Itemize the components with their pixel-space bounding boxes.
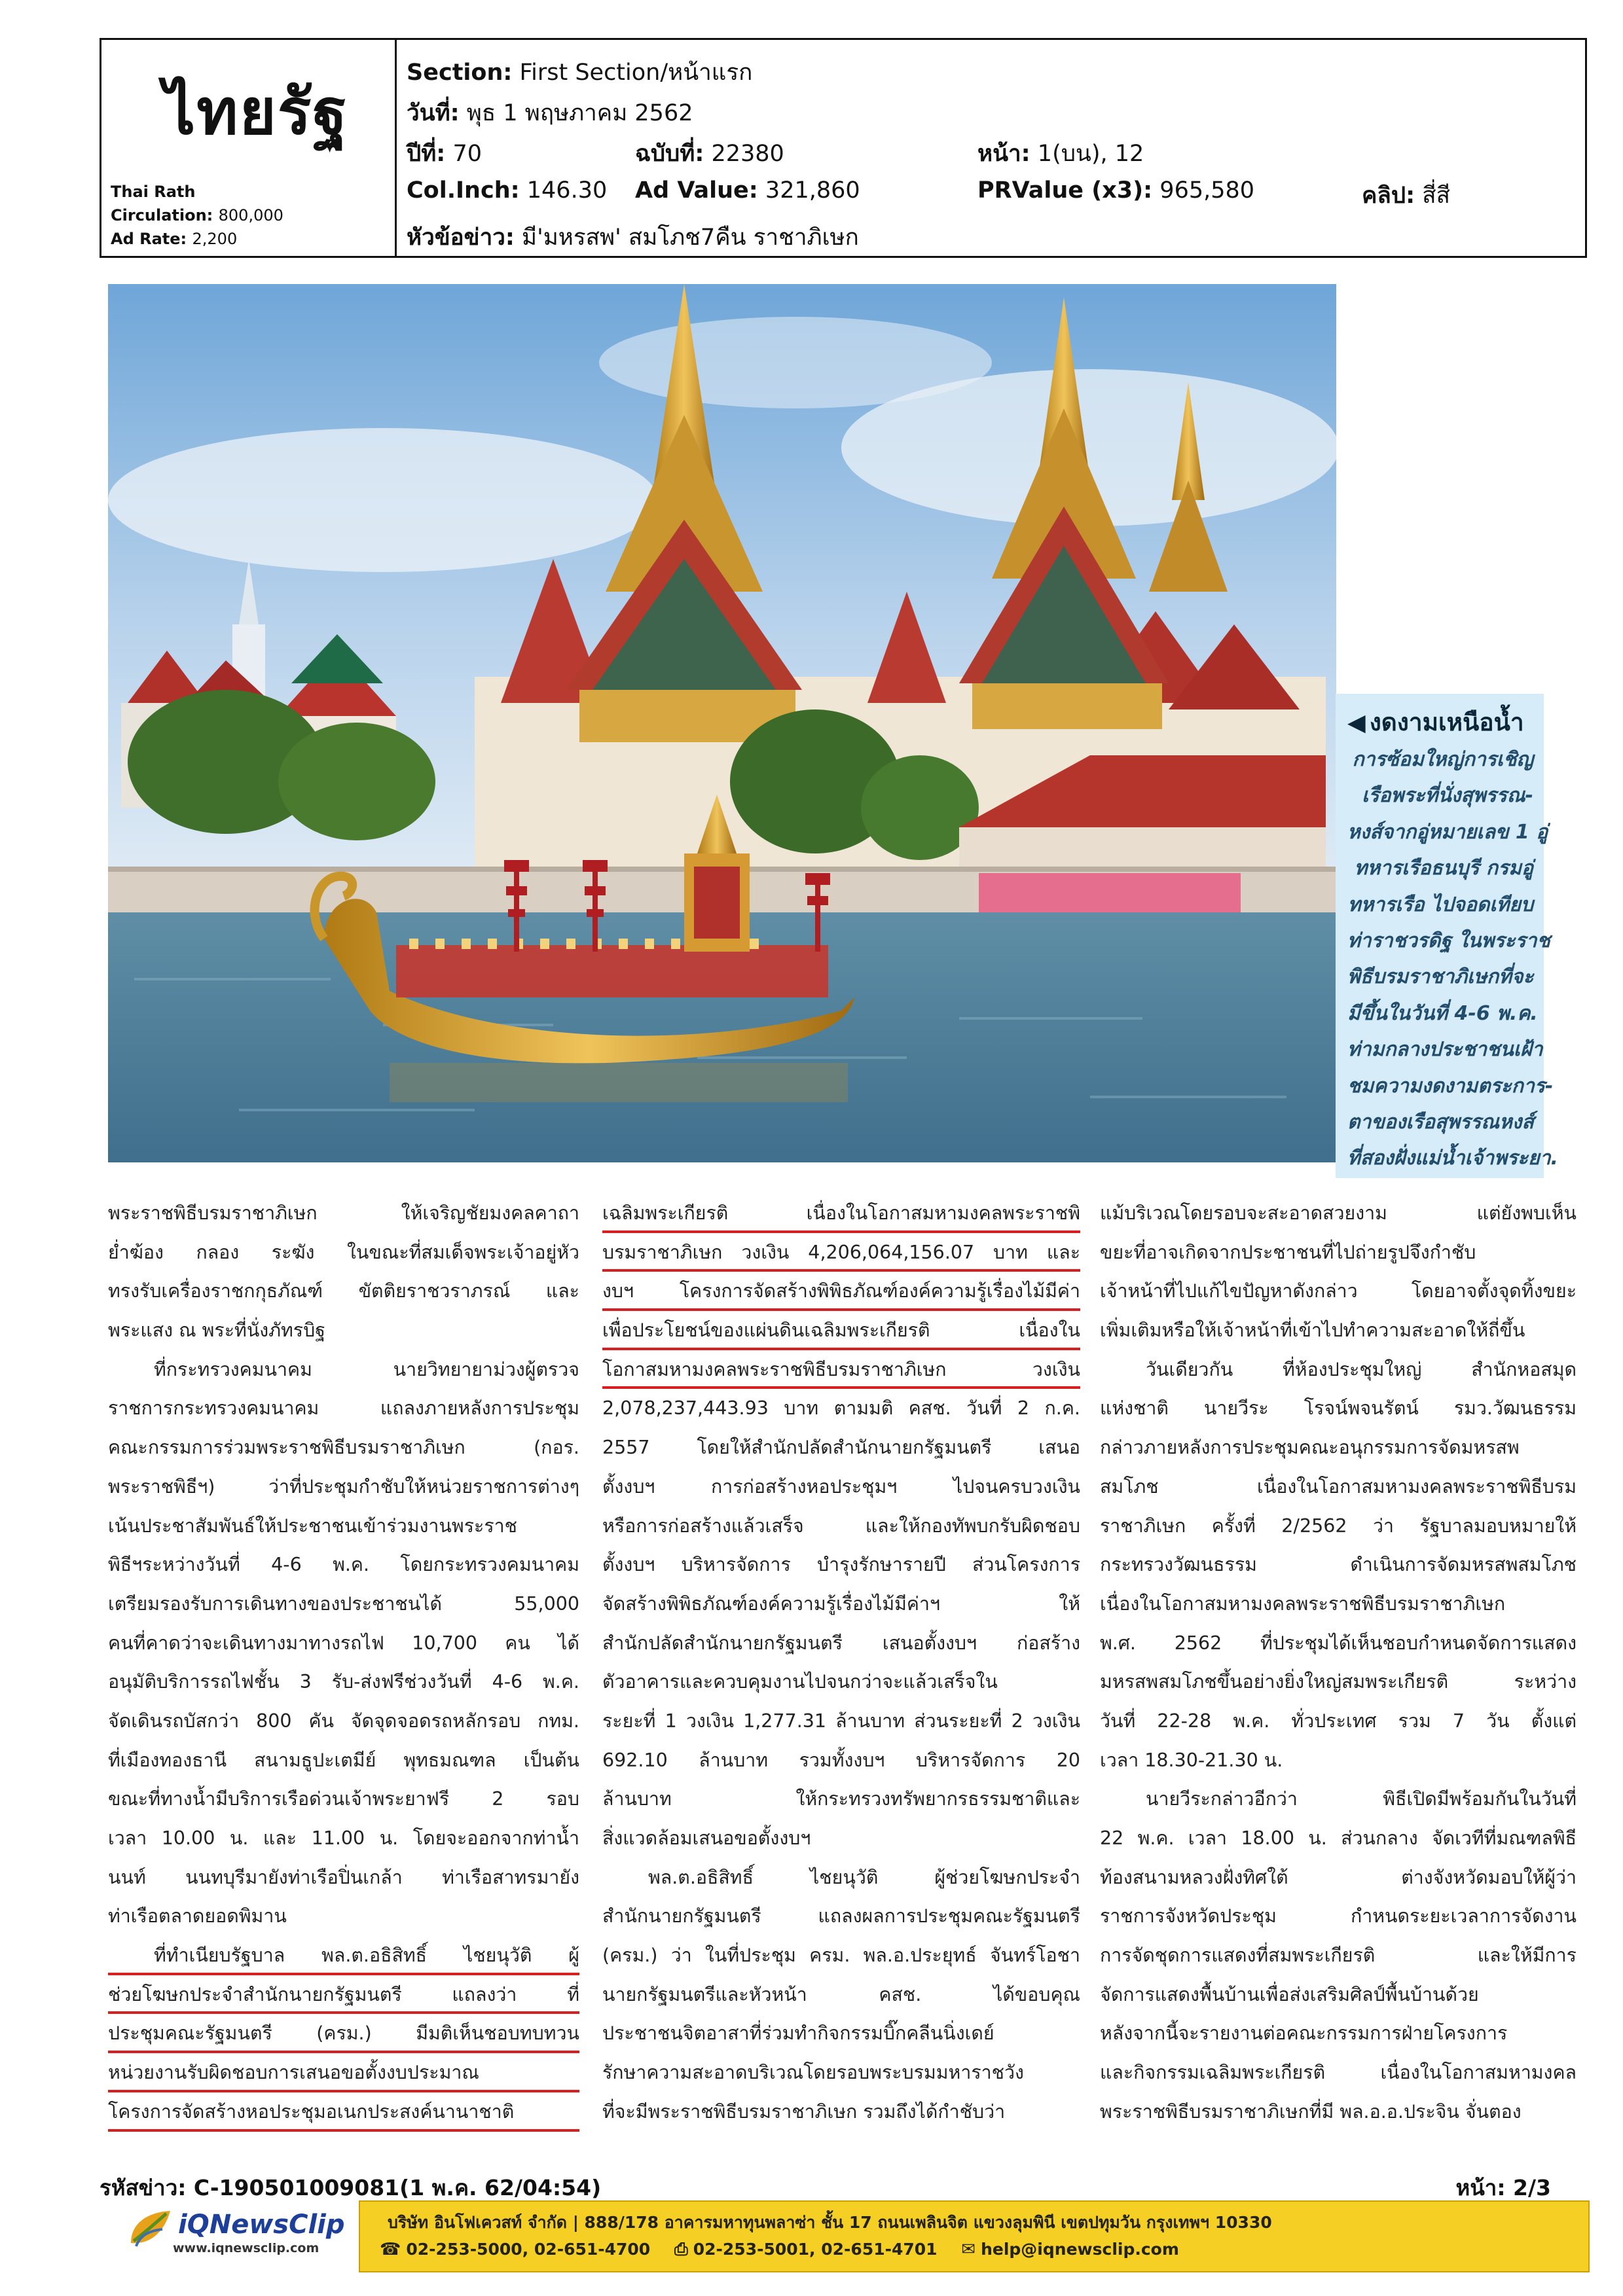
article-line: สิ่งแวดล้อมเสนอขอตั้งงบฯ (602, 1827, 811, 1849)
article-line: ที่กระทรวงคมนาคม นายวิทยายาม่วงผู้ตรวจ (154, 1358, 579, 1380)
article-line: เน้นประชาสัมพันธ์ให้ประชาชนเข้าร่วมงานพระราช (108, 1515, 517, 1537)
article-line: ที่เมืองทองธานี สนามธูปะเตมีย์ พุทธมณฑล เป็นต้น (108, 1749, 579, 1771)
brand-name: iQNewsClip (178, 2210, 345, 2240)
caption-line: ที่สองฝั่งแม่น้ำเจ้าพระยา. (1347, 1147, 1558, 1170)
fax-icon: ⎙ (674, 2240, 688, 2259)
article-column-2 (602, 1194, 1080, 2132)
date-field: วันที่: พุธ 1 พฤษภาคม 2562 (407, 100, 693, 126)
article-line: ราชการจังหวัดประชุม กำหนดระยะเวลาการจัดงาน (1100, 1905, 1577, 1928)
caption-line: มีขึ้นในวันที่ 4-6 พ.ค. (1347, 1001, 1538, 1025)
newspaper-logo: ไทยรัฐ (164, 75, 349, 149)
article-line: เตรียมรองรับการเดินทางของประชาชนได้ 55,000 (108, 1592, 579, 1615)
clip-header (100, 38, 1587, 258)
article-line: 692.10 ล้านบาท รวมทั้งงบฯ บริหารจัดการ 20 (602, 1749, 1080, 1771)
article-line: ที่จะมีพระราชพิธีบรมราชาภิเษก รวมถึงได้กำชับว่า (602, 2100, 1006, 2123)
headline-field: หัวข้อข่าว: มี'มหรสพ' สมโภช7คืน ราชาภิเษก (407, 224, 859, 251)
article-line: งบฯ โครงการจัดสร้างพิพิธภัณฑ์องค์ความรู้เรื่องไม้มีค่า (602, 1272, 1080, 1311)
article-line: ประชาชนจิตอาสาที่ร่วมทำกิจกรรมบิ๊กคลีนนิ่งเดย์ (602, 2022, 994, 2045)
article-line: คนที่คาดว่าจะเดินทางมาทางรถไฟ 10,700 คน ได้ (108, 1632, 579, 1654)
contact-info (380, 2240, 1179, 2260)
caption-arrow-icon: ◀ (1347, 709, 1366, 736)
article-line: โครงการจัดสร้างหอประชุมอเนกประสงค์นานาชาติ (108, 2092, 579, 2132)
article-line: จัดการแสดงพื้นบ้านเพื่อส่งเสริมศิลป์พื้นบ้านด้วย (1100, 1983, 1479, 2005)
contact-bar (359, 2200, 1590, 2272)
article-line: หรือการก่อสร้างแล้วเสร็จ และให้กองทัพบกรับผิดชอบ (602, 1515, 1080, 1537)
article-line: สมโภช เนื่องในโอกาสมหามงคลพระราชพิธีบรม (1100, 1475, 1577, 1498)
circulation: Circulation: 800,000 (111, 206, 283, 224)
article-line: ตั้งงบฯ บริหารจัดการ บำรุงรักษารายปี ส่วนโครงการ (602, 1554, 1080, 1576)
article-line: พระราชพิธีบรมราชาภิเษก ให้เจริญชัยมงคลคาถา (108, 1202, 579, 1224)
article-line: จัดสร้างพิพิธภัณฑ์องค์ความรู้เรื่องไม้มีค่าฯ ให้ (602, 1592, 1080, 1615)
article-line: อนุมัติบริการรถไฟชั้น 3 รับ-ส่งฟรีช่วงวันที่ 4-6 พ.ค. (108, 1671, 579, 1693)
article-column-1 (108, 1194, 579, 2132)
article-line: สำนักนายกรัฐมนตรี แถลงผลการประชุมคณะรัฐมนตรี (602, 1905, 1080, 1928)
article-line: พล.ต.อธิสิทธิ์ ไชยนุวัติ ผู้ช่วยโฆษกประจำ (648, 1866, 1080, 1888)
caption-line: ทหารเรือธนบุรี กรมอู่ (1354, 857, 1533, 880)
article-line: พิธีฯระหว่างวันที่ 4-6 พ.ค. โดยกระทรวงคมนาคม (108, 1554, 579, 1576)
article-line: มหรสพสมโภชขึ้นอย่างยิ่งใหญ่สมพระเกียรติ ระหว่าง (1100, 1671, 1577, 1693)
caption-line: ท่ามกลางประชาชนเฝ้า (1347, 1038, 1543, 1062)
article-line: เฉลิมพระเกียรติ เนื่องในโอกาสมหามงคลพระราชพิ (602, 1194, 1080, 1233)
issue-field: ฉบับที่: 22380 (635, 141, 784, 167)
article-line: ล้านบาท ให้กระทรวงทรัพยากรธรรมชาติและ (602, 1788, 1080, 1810)
phone-icon: ☎ (380, 2240, 401, 2259)
caption-line: ท่าราชวรดิฐ ในพระราช (1347, 929, 1550, 953)
company-address: บริษัท อินโฟเควสท์ จำกัด | 888/178 อาคารมหาทุนพลาซ่า ชั้น 17 ถนนเพลินจิต แขวงลุมพินี เขตปทุมวัน กรุงเทพฯ 10330 (388, 2213, 1272, 2232)
section-field: Section: First Section/หน้าแรก (407, 60, 753, 86)
page-indicator: หน้า: 2/3 (1455, 2175, 1551, 2200)
caption-text (1347, 742, 1558, 1177)
paper-name: Thai Rath (111, 183, 196, 201)
clip-type-field: คลิป: สี่สี (1362, 183, 1450, 209)
photo-caption (1336, 694, 1558, 1178)
iqnewsclip-logo (124, 2204, 360, 2257)
article-line: วันเดียวกัน ที่ห้องประชุมใหญ่ สำนักหอสมุด (1146, 1358, 1577, 1380)
article-line: ขยะที่อาจเกิดจากประชาชนที่ไปถ่ายรูปจึงกำชับ (1100, 1241, 1476, 1263)
caption-line: ทหารเรือ ไปจอดเทียบ (1347, 893, 1533, 916)
phone-number: 02-253-5000, 02-651-4700 (406, 2240, 651, 2259)
article-line: การจัดชุดการแสดงที่สมพระเกียรติ และให้มีการ (1100, 1945, 1577, 1967)
article-line: ช่วยโฆษกประจำสำนักนายกรัฐมนตรี แถลงว่า ที่ (108, 1975, 579, 2015)
article-line: กล่าวภายหลังการประชุมคณะอนุกรรมการจัดมหรสพ (1100, 1437, 1520, 1459)
article-line: เพิ่มเติมหรือให้เจ้าหน้าที่เข้าไปทำความสะอาดให้ถี่ขึ้น (1100, 1319, 1525, 1342)
article-line: เวลา 10.00 น. และ 11.00 น. โดยจะออกจากท่าน้ำ (108, 1827, 579, 1849)
article-line: นนท์ นนทบุรีมายังท่าเรือปิ่นเกล้า ท่าเรือสาทรมายัง (108, 1866, 579, 1888)
year-field: ปีที่: 70 (407, 141, 482, 167)
article-line: ตั้งงบฯ การก่อสร้างหอประชุมฯ ไปจนครบวงเงิน (602, 1475, 1080, 1498)
article-line: ท่าเรือตลาดยอดพิมาน (108, 1905, 287, 1928)
article-line: นายวีระกล่าวอีกว่า พิธีเปิดมีพร้อมกันในวันที่ (1146, 1788, 1577, 1810)
article-line: ขณะที่ทางน้ำมีบริการเรือด่วนเจ้าพระยาฟรี 2 รอบ (108, 1788, 579, 1810)
article-line: บรมราชาภิเษก วงเงิน 4,206,064,156.07 บาท และ (602, 1233, 1080, 1272)
article-line: 22 พ.ค. เวลา 18.00 น. ส่วนกลาง จัดเวทีที่มณฑลพิธี (1100, 1827, 1577, 1849)
email-icon: ✉ (961, 2240, 976, 2259)
brand-url: www.iqnewsclip.com (173, 2241, 319, 2255)
article-line: หลังจากนี้จะรายงานต่อคณะกรรมการฝ่ายโครงการ (1100, 2022, 1508, 2045)
article-line: เพื่อประโยชน์ของแผ่นดินเฉลิมพระเกียรติ เนื่องใน (602, 1311, 1080, 1350)
article-line: รักษาความสะอาดบริเวณโดยรอบพระบรมมหาราชวัง (602, 2062, 1024, 2084)
article-line: วันที่ 22-28 พ.ค. ทั่วประเทศ รวม 7 วัน ตั้งแต่ (1100, 1710, 1577, 1732)
email-address[interactable]: help@iqnewsclip.com (981, 2240, 1179, 2259)
article-line: (ครม.) ว่า ในที่ประชุม ครม. พล.อ.ประยุทธ์ จันทร์โอชา (602, 1945, 1080, 1967)
article-line: 2,078,237,443.93 บาท ตามมติ คสช. วันที่ 2 ก.ค. (602, 1397, 1080, 1420)
article-line: ย่ำฆ้อง กลอง ระฆัง ในขณะที่สมเด็จพระเจ้าอยู่หัว (108, 1241, 579, 1263)
leaf-logo-icon (124, 2207, 177, 2253)
article-line: ทรงรับเครื่องราชกกุธภัณฑ์ ขัตติยราชวราภรณ์ และ (108, 1280, 579, 1302)
article-line: เนื่องในโอกาสมหามงคลพระราชพิธีบรมราชาภิเษก (1100, 1592, 1506, 1615)
article-line: กระทรวงวัฒนธรรม ดำเนินการจัดมหรสพสมโภช (1100, 1554, 1577, 1576)
article-line: 2557 โดยให้สำนักปลัดสำนักนายกรัฐมนตรี เสนอ (602, 1437, 1080, 1459)
news-code: รหัสข่าว: C-190501009081(1 พ.ค. 62/04:54) (100, 2175, 602, 2200)
article-line: โอกาสมหามงคลพระราชพิธีบรมราชาภิเษก วงเงิน (602, 1350, 1080, 1390)
fax-number: 02-253-5001, 02-651-4701 (693, 2240, 938, 2259)
caption-line: เรือพระที่นั่งสุพรรณ- (1362, 784, 1533, 808)
article-line: ประชุมคณะรัฐมนตรี (ครม.) มีมติเห็นชอบทบทวน (108, 2014, 579, 2053)
article-line: เวลา 18.30-21.30 น. (1100, 1749, 1283, 1771)
article-line: และกิจกรรมเฉลิมพระเกียรติ เนื่องในโอกาสมหามงคล (1100, 2062, 1577, 2084)
article-column-3 (1100, 1194, 1577, 2132)
caption-line: การซ้อมใหญ่การเชิญ (1352, 748, 1533, 771)
header-divider (395, 40, 397, 256)
article-line: ระยะที่ 1 วงเงิน 1,277.31 ล้านบาท ส่วนระยะที่ 2 วงเงิน (602, 1710, 1080, 1732)
article-line: เจ้าหน้าที่ไปแก้ไขปัญหาดังกล่าว โดยอาจตั้งจุดทิ้งขยะ (1100, 1280, 1577, 1302)
article-line: คณะกรรมการร่วมพระราชพิธีบรมราชาภิเษก (กอร. (108, 1437, 579, 1459)
caption-line: ชมความงดงามตระการ- (1347, 1074, 1554, 1098)
article-line: นายกรัฐมนตรีและหัวหน้า คสช. ได้ขอบคุณ (602, 1983, 1080, 2005)
article-line: แห่งชาติ นายวีระ โรจน์พจนรัตน์ รมว.วัฒนธรรม (1100, 1397, 1577, 1420)
article-line: ราชาภิเษก ครั้งที่ 2/2562 ว่า รัฐบาลมอบหมายให้ (1100, 1515, 1577, 1537)
article-line: พ.ศ. 2562 ที่ประชุมได้เห็นชอบกำหนดจัดการแสดง (1100, 1632, 1577, 1654)
article-line: สำนักปลัดสำนักนายกรัฐมนตรี เสนอตั้งงบฯ ก่อสร้าง (602, 1632, 1080, 1654)
royal-barge-photo (108, 284, 1336, 1162)
article-line: พระราชพิธีบรมราชาภิเษกที่มี พล.อ.อ.ประจิน จั่นตอง (1100, 2100, 1522, 2123)
article-line: ท้องสนามหลวงฝั่งทิศใต้ ต่างจังหวัดมอบให้ผู้ว่า (1100, 1866, 1577, 1888)
ad-rate: Ad Rate: 2,200 (111, 230, 238, 248)
prvalue-field: PRValue (x3): 965,580 (977, 177, 1255, 204)
advalue-field: Ad Value: 321,860 (635, 177, 860, 204)
article-line: ตัวอาคารและควบคุมงานไปจนกว่าจะแล้วเสร็จใน (602, 1671, 998, 1693)
article-line: ที่ทำเนียบรัฐบาล พล.ต.อธิสิทธิ์ ไชยนุวัติ ผู้ (108, 1936, 579, 1975)
caption-line: ตาของเรือสุพรรณหงส์ (1347, 1111, 1534, 1134)
article-line: ราชการกระทรวงคมนาคม แถลงภายหลังการประชุม (108, 1397, 579, 1420)
page-field: หน้า: 1(บน), 12 (977, 141, 1144, 167)
article-line: หน่วยงานรับผิดชอบการเสนอขอตั้งงบประมาณ (108, 2053, 579, 2092)
article-line: พระราชพิธีฯ) ว่าที่ประชุมกำชับให้หน่วยราชการต่างๆ (108, 1475, 579, 1498)
caption-line: พิธีบรมราชาภิเษกที่จะ (1347, 965, 1534, 989)
caption-line: หงส์จากอู่หมายเลข 1 อู่ (1347, 820, 1548, 844)
caption-title: ◀ งดงามเหนือน้ำ (1347, 708, 1524, 736)
article-line: จัดเดินรถบัสกว่า 800 คัน จัดจุดจอดรถหลักรอบ กทม. (108, 1710, 579, 1732)
article-line: พระแสง ณ พระที่นั่งภัทรบิฐ (108, 1319, 325, 1342)
article-line: แม้บริเวณโดยรอบจะสะอาดสวยงาม แต่ยังพบเห็น (1100, 1202, 1577, 1224)
colinch-field: Col.Inch: 146.30 (407, 177, 608, 204)
